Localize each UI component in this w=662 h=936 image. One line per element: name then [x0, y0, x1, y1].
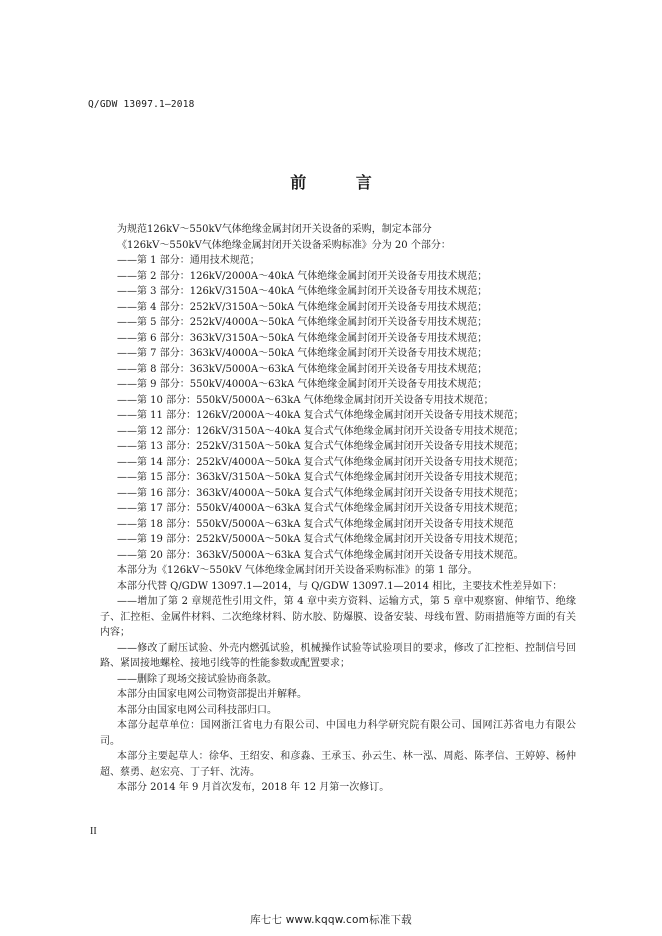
part-item: ——第 17 部分：550kV/4000A～63kA 复合式气体绝缘金属封闭开关设备专用技术规范；	[117, 503, 524, 514]
document-body	[100, 222, 576, 796]
part-item: ——第 4 部分：252kV/3150A～50kA 气体绝缘金属封闭开关设备专用技术规范；	[117, 301, 488, 313]
part-item: ——第 16 部分：363kV/4000A～50kA 复合式气体绝缘金属封闭开关设备专用技术规范；	[117, 487, 524, 499]
history: 本部分 2014 年 9 月首次发布，2018 年 12 月第一次修订。	[117, 782, 390, 793]
intro-line-2: 《126kV～550kV气体绝缘金属封闭开关设备采购标准》分为 20 个部分：	[117, 239, 451, 251]
part-item: ——第 5 部分：252kV/4000A～50kA 气体绝缘金属封闭开关设备专用技术规范；	[117, 317, 488, 328]
part-item: ——第 1 部分：通用技术规范；	[117, 255, 260, 266]
part-item: ——第 13 部分：252kV/3150A～50kA 复合式气体绝缘金属封闭开关设备专用技术规范；	[117, 441, 524, 452]
replaces-statement: 本部分代替 Q/GDW 13097.1—2014，与 Q/GDW 13097.1—2014 相比，主要技术性差异如下：	[117, 580, 563, 592]
part-item: ——第 8 部分：363kV/5000A～63kA 气体绝缘金属封闭开关设备专用技术规范；	[117, 363, 488, 375]
part-item: ——第 20 部分：363kV/5000A～63kA 复合式气体绝缘金属封闭开关设备专用技术规范。	[117, 549, 524, 561]
change-item: ——增加了第 2 章规范性引用文件，第 4 章中卖方资料、运输方式，第 5 章中观察窗、伸缩节、绝缘子、汇控柜、金属件材料、二次绝缘材料、防水胶、防爆膜、设备安装、母线布置、防雨措施等方面的有关内容；	[100, 596, 576, 638]
part-item: ——第 9 部分：550kV/4000A～63kA 气体绝缘金属封闭开关设备专用技术规范；	[117, 379, 488, 390]
part-item: ——第 10 部分：550kV/5000A～63kA 气体绝缘金属封闭开关设备专用技术规范；	[117, 394, 494, 406]
part-item: ——第 18 部分：550kV/5000A～63kA 复合式气体绝缘金属封闭开关设备专用技术规范	[117, 518, 514, 530]
part-item: ——第 19 部分：252kV/5000A～50kA 复合式气体绝缘金属封闭开关设备专用技术规范；	[117, 534, 524, 545]
part-item: ——第 14 部分：252kV/4000A～50kA 复合式气体绝缘金属封闭开关设备专用技术规范；	[117, 456, 524, 468]
part-item: ——第 11 部分：126kV/2000A～40kA 复合式气体绝缘金属封闭开关设备专用技术规范；	[117, 410, 524, 421]
part-item: ——第 7 部分：363kV/4000A～50kA 气体绝缘金属封闭开关设备专用技术规范；	[117, 348, 488, 359]
page-title: 前 言	[290, 173, 394, 192]
change-item: ——修改了耐压试验、外壳内燃弧试验，机械操作试验等试验项目的要求，修改了汇控柜、控制信号回路、紧固接地螺栓、接地引线等的性能参数或配置要求；	[100, 642, 576, 669]
part-item: ——第 3 部分：126kV/3150A～40kA 气体绝缘金属封闭开关设备专用技术规范；	[117, 286, 488, 297]
part-item: ——第 6 部分：363kV/3150A～50kA 气体绝缘金属封闭开关设备专用技术规范；	[117, 332, 488, 344]
this-part-statement: 本部分为《126kV～550kV 气体绝缘金属封闭开关设备采购标准》的第 1 部分。	[117, 565, 478, 576]
part-item: ——第 12 部分：126kV/3150A～40kA 复合式气体绝缘金属封闭开关设备专用技术规范；	[117, 425, 524, 437]
page-number: II	[90, 826, 97, 837]
intro-line-1: 为规范126kV～550kV气体绝缘金属封闭开关设备的采购，制定本部分	[117, 224, 432, 235]
document-id: Q/GDW 13097.1—2018	[88, 99, 195, 110]
proposed-by: 本部分由国家电网公司物资部提出并解释。	[117, 689, 307, 700]
centralized-by: 本部分由国家电网公司科技部归口。	[117, 704, 277, 716]
footer-watermark: 库七七 www.kqqw.com标准下载	[250, 914, 412, 926]
drafters: 本部分主要起草人：徐华、王绍安、和彦淼、王承玉、孙云生、林一泓、周彪、陈孝信、王婷婷、杨仲超、蔡勇、赵宏亮、丁子轩、沈涛。	[100, 751, 576, 778]
drafting-units: 本部分起草单位：国网浙江省电力有限公司、中国电力科学研究院有限公司、国网江苏省电力有限公司。	[100, 720, 576, 747]
part-item: ——第 2 部分：126kV/2000A～40kA 气体绝缘金属封闭开关设备专用技术规范；	[117, 270, 488, 282]
change-item: ——删除了现场交接试验协商条款。	[117, 673, 277, 685]
parts-list	[100, 253, 576, 563]
part-item: ——第 15 部分：363kV/3150A～50kA 复合式气体绝缘金属封闭开关设备专用技术规范；	[117, 472, 524, 483]
